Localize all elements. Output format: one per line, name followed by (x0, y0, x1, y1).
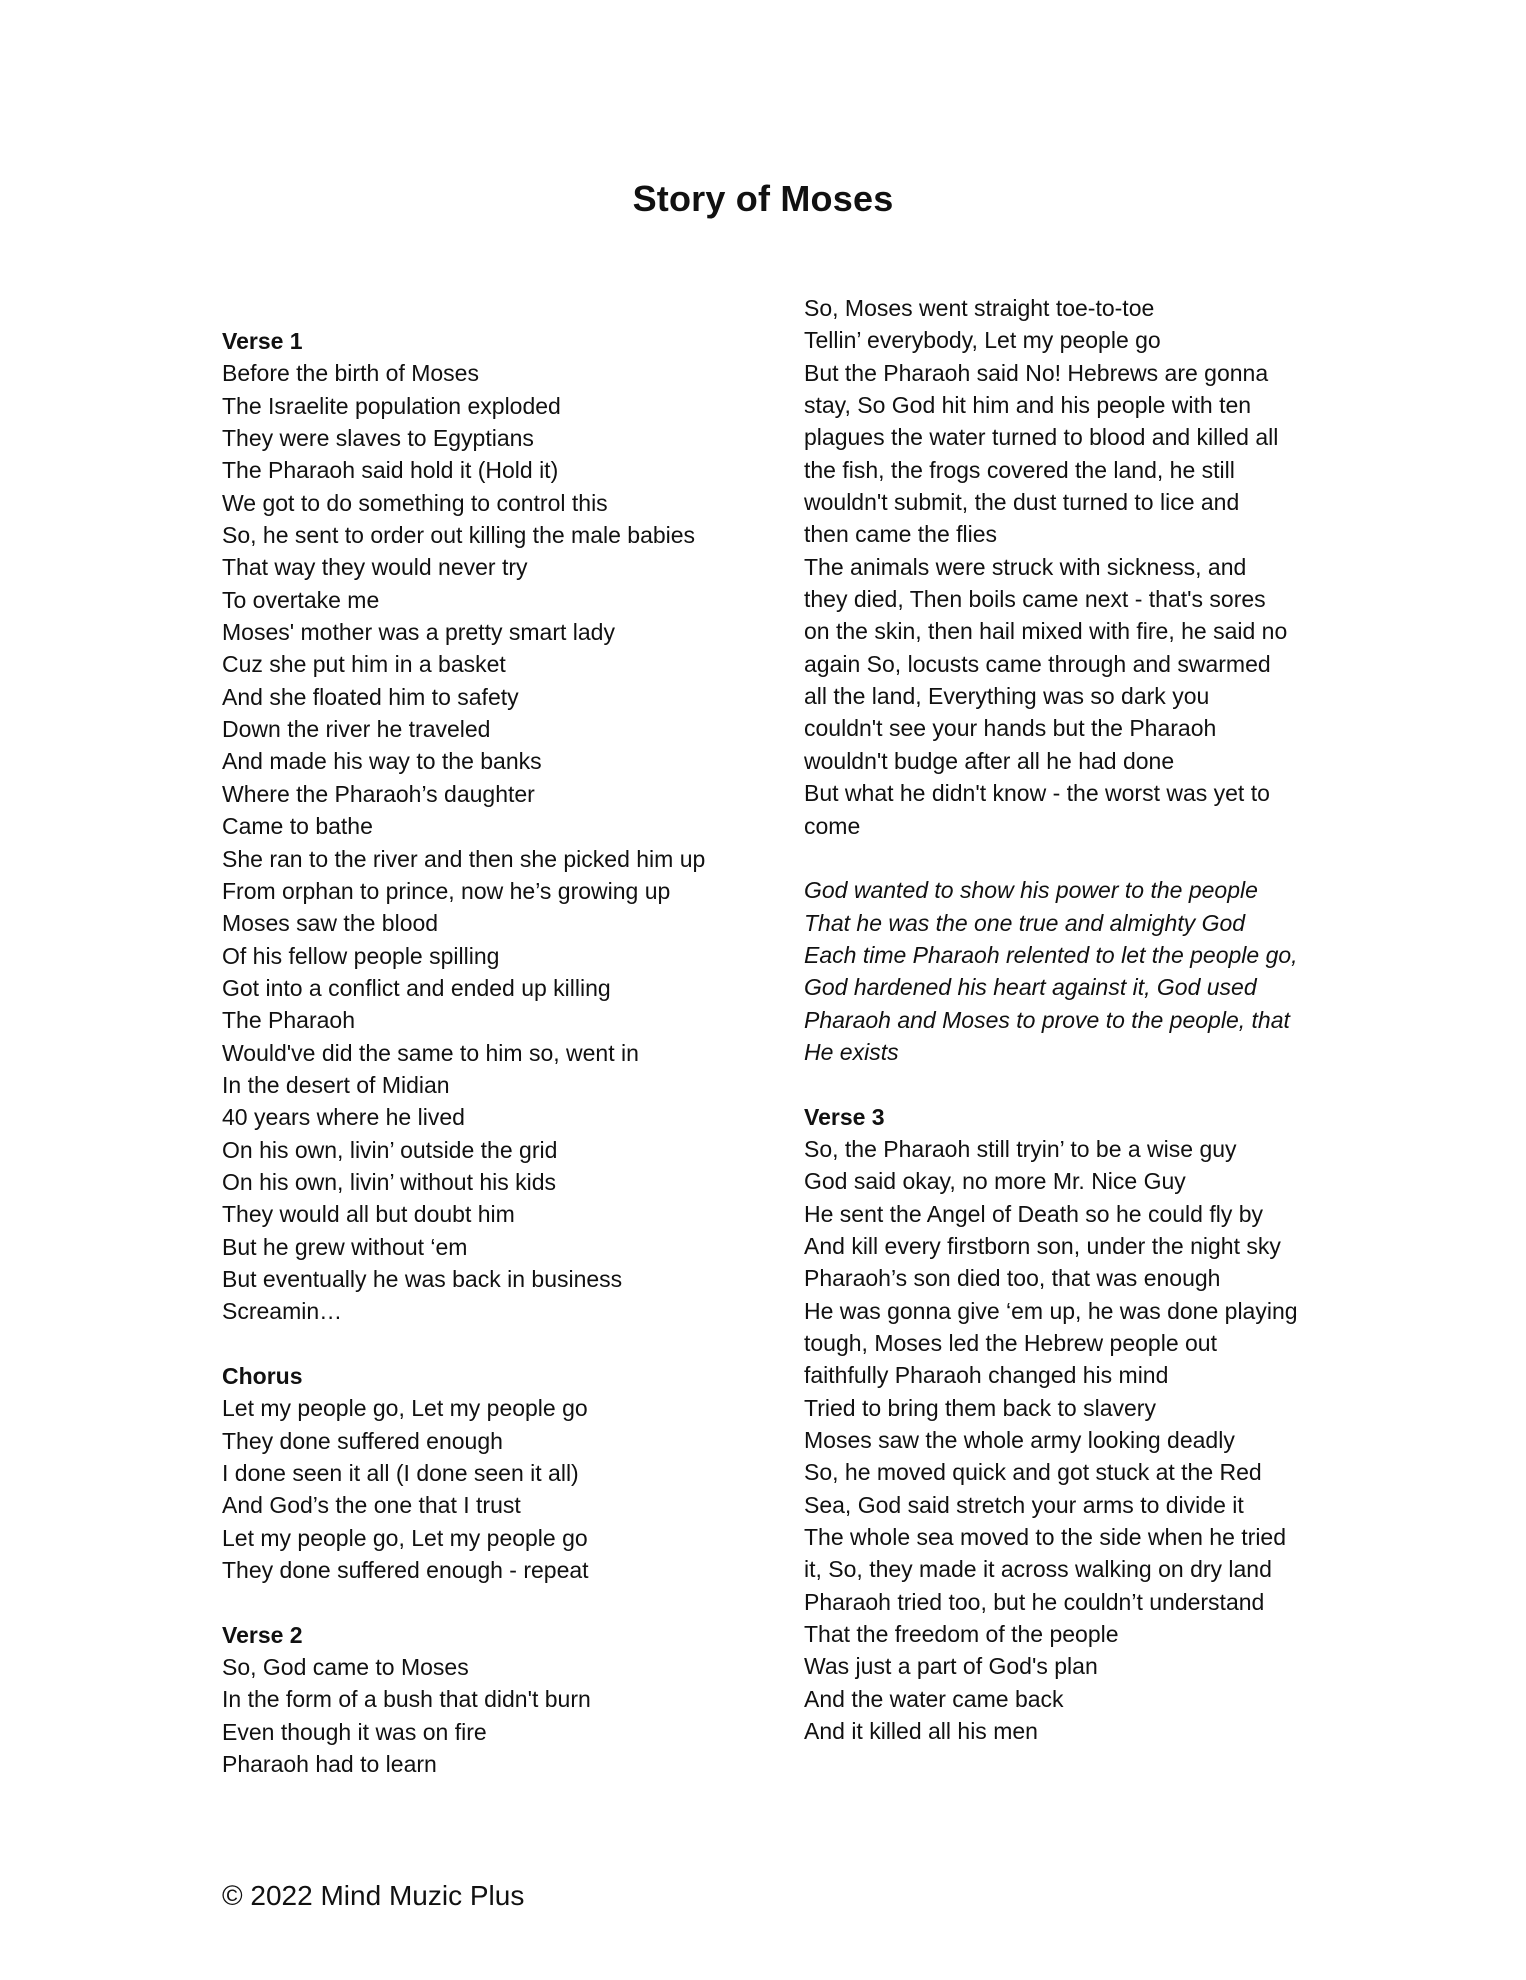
lyric-line: So, he sent to order out killing the male babies (222, 522, 696, 549)
lyrics-left-column (222, 325, 812, 1813)
lyric-line: They were slaves to Egyptians (222, 425, 534, 452)
lyric-section (222, 1360, 812, 1586)
lyric-line: Got into a conflict and ended up killing (222, 974, 611, 1001)
section-heading: Verse 3 (804, 1103, 885, 1130)
lyric-line: But eventually he was back in business (222, 1265, 623, 1292)
lyric-section (222, 325, 812, 1328)
lyric-line: So, Moses went straight toe-to-toe (804, 295, 1155, 321)
section-heading: Verse 2 (222, 1621, 303, 1648)
lyric-line: Pharaoh had to learn (222, 1751, 437, 1778)
lyric-line: In the desert of Midian (222, 1071, 450, 1098)
lyric-line: Before the birth of Moses (222, 360, 479, 387)
lyric-line: Cuz she put him in a basket (222, 651, 506, 678)
page-title: Story of Moses (632, 178, 894, 219)
lyric-line: I done seen it all (I done seen it all) (222, 1460, 579, 1487)
lyric-line: That way they would never try (222, 554, 528, 581)
lyric-line: The Pharaoh (222, 1007, 355, 1034)
lyric-line: He exists (804, 1038, 899, 1065)
lyric-line: And kill every firstborn son, under the night sky (804, 1232, 1281, 1259)
lyric-line: So, God came to Moses (222, 1654, 469, 1681)
lyric-line: To overtake me (222, 586, 380, 613)
lyric-line: Came to bathe (222, 813, 373, 840)
lyric-line: And the water came back (804, 1685, 1064, 1712)
lyric-line: Tried to bring them back to slavery (804, 1394, 1156, 1421)
lyric-line: plagues the water turned to blood and killed all (804, 424, 1279, 451)
lyric-section (804, 292, 1324, 842)
lyric-line: The animals were struck with sickness, and (804, 553, 1247, 580)
lyric-line: tough, Moses led the Hebrew people out (804, 1330, 1217, 1356)
lyric-line: Where the Pharaoh’s daughter (222, 780, 535, 807)
lyric-line: on the skin, then hail mixed with fire, he said no (804, 618, 1288, 645)
lyric-line: The Pharaoh said hold it (Hold it) (222, 457, 559, 484)
lyric-line: The Israelite population exploded (222, 392, 561, 419)
lyric-section (804, 1101, 1324, 1748)
lyric-line: They would all but doubt him (222, 1201, 515, 1228)
lyric-line: wouldn't budge after all he had done (804, 747, 1175, 774)
lyric-line: Of his fellow people spilling (222, 942, 500, 969)
lyric-line: On his own, livin’ outside the grid (222, 1136, 558, 1163)
lyric-line: That he was the one true and almighty God (804, 909, 1246, 936)
lyric-line: Pharaoh and Moses to prove to the people, that (804, 1006, 1290, 1033)
lyric-line: From orphan to prince, now he’s growing up (222, 877, 671, 904)
lyric-line: they died, Then boils came next - that's sores (804, 586, 1266, 613)
lyric-line: Sea, God said stretch your arms to divide it (804, 1491, 1244, 1518)
lyrics-right-column (804, 292, 1324, 1780)
lyric-line: The whole sea moved to the side when he tried (804, 1524, 1287, 1551)
lyric-line: Moses saw the blood (222, 910, 439, 937)
lyric-line: Let my people go, Let my people go (222, 1395, 588, 1422)
lyric-line: God hardened his heart against it, God used (804, 974, 1257, 1001)
lyric-line: Screamin… (222, 1298, 343, 1325)
lyric-line: And she floated him to safety (222, 683, 519, 710)
lyric-line: God said okay, no more Mr. Nice Guy (804, 1168, 1186, 1195)
lyric-line: the fish, the frogs covered the land, he still (804, 456, 1235, 483)
lyric-bridge-section (804, 874, 1324, 1068)
lyric-line: They done suffered enough (222, 1427, 503, 1454)
lyric-line: In the form of a bush that didn't burn (222, 1686, 591, 1713)
lyric-line: it, So, they made it across walking on dry land (804, 1556, 1272, 1583)
lyric-line: That the freedom of the people (804, 1621, 1119, 1648)
section-heading: Chorus (222, 1363, 303, 1389)
lyric-line: But what he didn't know - the worst was yet to (804, 780, 1270, 807)
lyric-line: But he grew without ‘em (222, 1233, 468, 1260)
lyric-line: Moses saw the whole army looking deadly (804, 1427, 1235, 1454)
lyric-line: Let my people go, Let my people go (222, 1524, 588, 1551)
lyric-line: 40 years where he lived (222, 1104, 465, 1131)
lyric-line: Pharaoh tried too, but he couldn’t understand (804, 1588, 1265, 1615)
lyric-line: couldn't see your hands but the Pharaoh (804, 715, 1217, 742)
lyric-line: God wanted to show his power to the people (804, 877, 1258, 904)
lyric-line: So, the Pharaoh still tryin’ to be a wise guy (804, 1135, 1237, 1162)
lyric-line: then came the flies (804, 521, 998, 548)
lyric-line: again So, locusts came through and swarmed (804, 650, 1271, 677)
lyric-line: She ran to the river and then she picked him up (222, 845, 706, 872)
lyric-line: Was just a part of God's plan (804, 1653, 1098, 1680)
lyric-line: And God’s the one that I trust (222, 1492, 521, 1519)
lyric-line: stay, So God hit him and his people with ten (804, 392, 1252, 419)
lyric-line: Pharaoh’s son died too, that was enough (804, 1265, 1221, 1292)
lyric-line: And made his way to the banks (222, 748, 542, 775)
lyric-line: Each time Pharaoh relented to let the people go, (804, 941, 1298, 968)
lyric-line: Would've did the same to him so, went in (222, 1039, 639, 1066)
lyric-line: wouldn't submit, the dust turned to lice and (804, 489, 1240, 516)
lyric-line: So, he moved quick and got stuck at the Red (804, 1459, 1262, 1486)
copyright-footer: © 2022 Mind Muzic Plus (222, 1880, 525, 1911)
lyric-line: He was gonna give ‘em up, he was done playing (804, 1297, 1298, 1324)
lyric-line: On his own, livin’ without his kids (222, 1168, 557, 1195)
lyric-line: They done suffered enough - repeat (222, 1557, 589, 1584)
lyric-line: And it killed all his men (804, 1718, 1038, 1745)
section-heading: Verse 1 (222, 328, 303, 354)
lyric-line: He sent the Angel of Death so he could fly by (804, 1200, 1264, 1227)
lyric-line: Down the river he traveled (222, 716, 491, 743)
lyric-line: But the Pharaoh said No! Hebrews are gonna (804, 359, 1269, 386)
lyric-line: faithfully Pharaoh changed his mind (804, 1362, 1169, 1389)
lyric-line: Even though it was on fire (222, 1718, 487, 1745)
lyric-section (222, 1619, 812, 1781)
lyric-line: all the land, Everything was so dark you (804, 683, 1210, 710)
lyric-line: Tellin’ everybody, Let my people go (804, 327, 1161, 354)
lyric-line: We got to do something to control this (222, 489, 608, 516)
lyric-line: come (804, 812, 861, 839)
lyric-line: Moses' mother was a pretty smart lady (222, 619, 615, 646)
